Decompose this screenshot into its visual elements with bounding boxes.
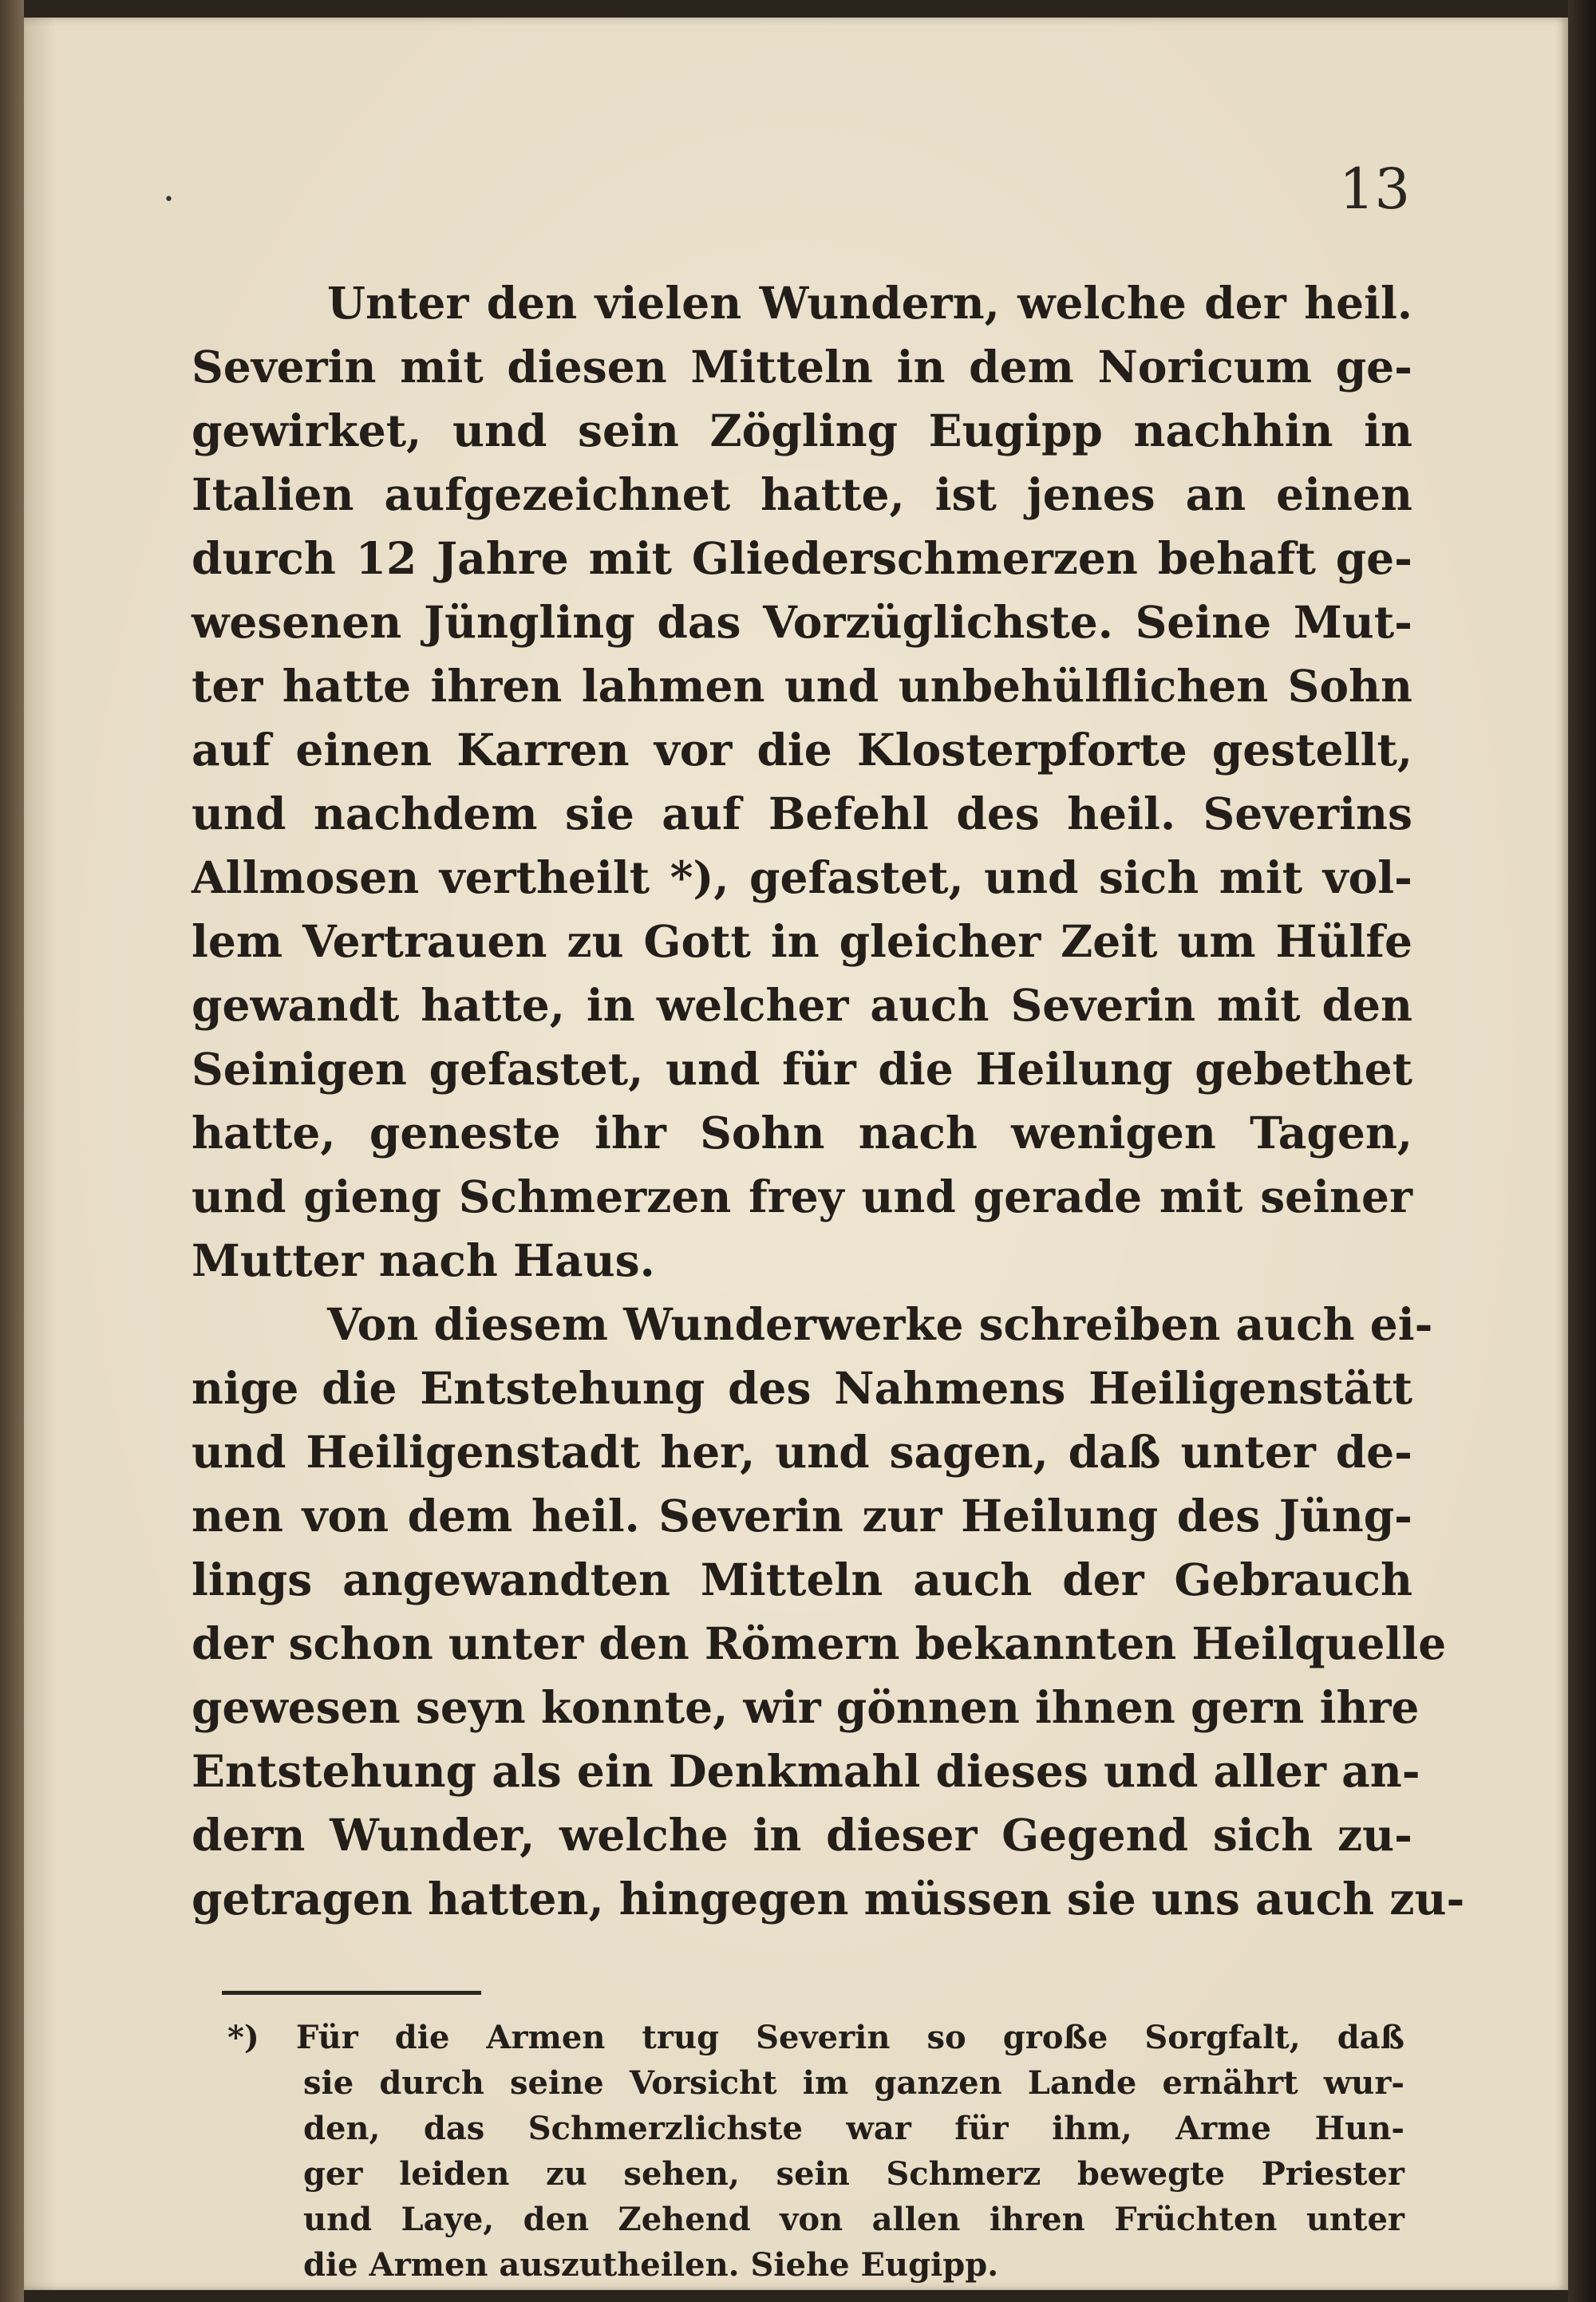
body-line: ter hatte ihren lahmen und unbehülflichen Sohn <box>192 660 1412 712</box>
body-line: lings angewandten Mitteln auch der Gebrauch <box>192 1554 1412 1605</box>
body-line: und Heiligenstadt her, und sagen, daß unter de- <box>192 1426 1412 1478</box>
body-line: lem Vertrauen zu Gott in gleicher Zeit um Hülfe <box>192 915 1412 967</box>
book-gutter <box>0 0 24 2302</box>
footnote-line: und Laye, den Zehend von allen ihren Früchten unter <box>303 2201 1404 2238</box>
body-line: Unter den vielen Wundern, welche der heil. <box>327 277 1412 329</box>
body-line: dern Wunder, welche in dieser Gegend sich zu- <box>192 1809 1412 1861</box>
body-line: wesenen Jüngling das Vorzüglichste. Seine Mut- <box>192 596 1412 648</box>
footnote-line: die Armen auszutheilen. Siehe Eugipp. <box>303 2246 999 2284</box>
body-line: und gieng Schmerzen frey und gerade mit seiner <box>192 1171 1412 1222</box>
body-line: gewirket, und sein Zögling Eugipp nachhin in <box>192 405 1412 456</box>
footnote-line: ger leiden zu sehen, sein Schmerz bewegte Priester <box>303 2155 1404 2193</box>
page-number: 13 <box>1339 156 1411 222</box>
body-line: Italien aufgezeichnet hatte, ist jenes an einen <box>192 468 1412 520</box>
body-line: getragen hatten, hingegen müssen sie uns auch zu- <box>192 1873 1465 1925</box>
footnote-rule <box>222 1991 481 1995</box>
body-line: gewesen seyn konnte, wir gönnen ihnen gern ihre <box>192 1681 1420 1733</box>
footnote-line: sie durch seine Vorsicht im ganzen Lande ernährt wur- <box>303 2064 1404 2102</box>
body-line: Mutter nach Haus. <box>192 1234 655 1286</box>
body-line: und nachdem sie auf Befehl des heil. Severins <box>192 788 1412 839</box>
body-line: Von diesem Wunderwerke schreiben auch ei- <box>327 1298 1433 1350</box>
margin-mark: • <box>164 190 174 210</box>
body-line: Allmosen vertheilt *), gefastet, und sich mit vol- <box>192 851 1412 903</box>
footnote-line: den, das Schmerzlichste war für ihm, Arme Hun- <box>303 2110 1404 2147</box>
footnote-line: *) Für die Armen trug Severin so große Sorgfalt, daß <box>227 2019 1404 2056</box>
page-edge <box>1568 0 1596 2302</box>
body-line: nige die Entstehung des Nahmens Heiligenstätt <box>192 1362 1412 1414</box>
body-line: Entstehung als ein Denkmahl dieses und aller an- <box>192 1745 1420 1797</box>
body-line: Seinigen gefastet, und für die Heilung gebethet <box>192 1043 1412 1095</box>
body-line: Severin mit diesen Mitteln in dem Noricum ge- <box>192 341 1412 393</box>
body-text <box>192 271 1465 1931</box>
body-line: durch 12 Jahre mit Gliederschmerzen behaft ge- <box>192 532 1412 584</box>
footnote <box>227 2015 1404 2288</box>
body-line: gewandt hatte, in welcher auch Severin mit den <box>192 979 1412 1031</box>
body-line: hatte, geneste ihr Sohn nach wenigen Tagen, <box>192 1107 1412 1159</box>
body-line: auf einen Karren vor die Klosterpforte gestellt, <box>192 724 1412 776</box>
body-line: nen von dem heil. Severin zur Heilung des Jüng- <box>192 1490 1412 1542</box>
body-line: der schon unter den Römern bekannten Heilquelle <box>192 1617 1447 1669</box>
